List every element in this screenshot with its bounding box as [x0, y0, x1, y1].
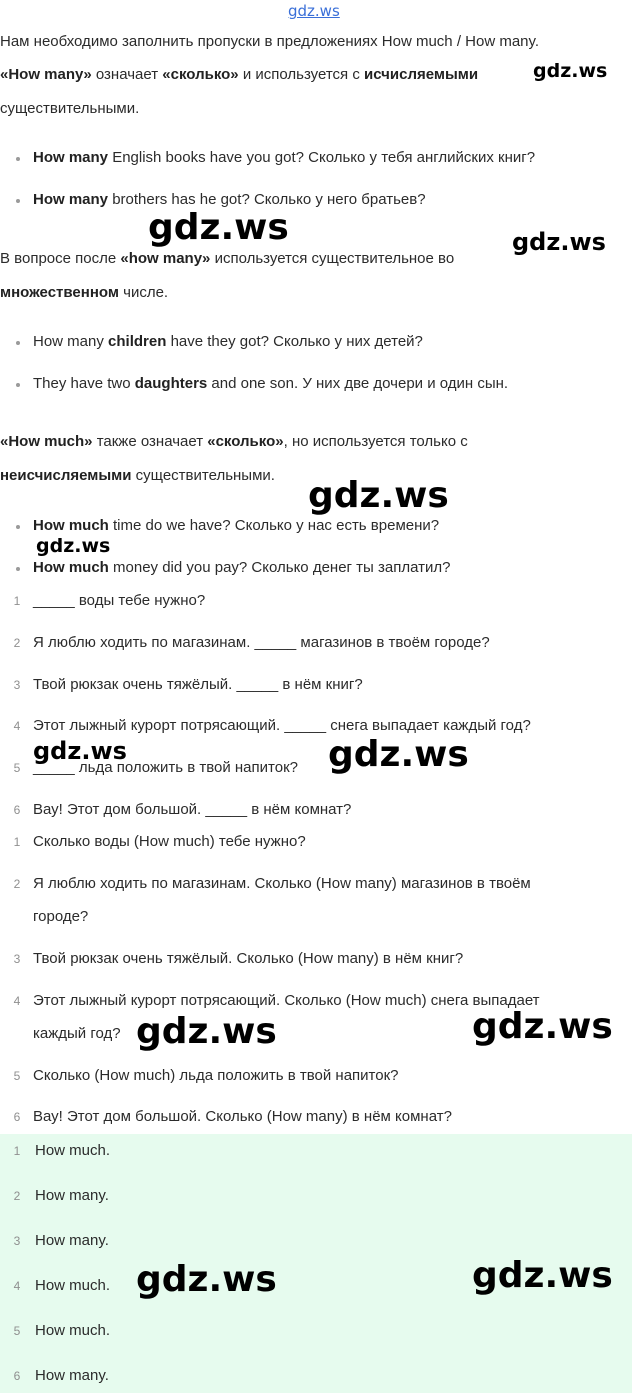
item-number: 5 [13, 1069, 21, 1083]
item-number: 6 [13, 1110, 21, 1124]
filled-item: Твой рюкзак очень тяжёлый. Сколько (How many) в нём книг? [33, 950, 464, 967]
skolko-term: «сколько» [162, 66, 239, 83]
item-number: 6 [13, 803, 21, 817]
bold-term: How many [33, 191, 109, 208]
rule-text: также означает [96, 433, 204, 450]
example-text: English books have you got? Сколько у тебя английских книг? [112, 149, 536, 166]
list-item [33, 559, 450, 577]
rule-text: числе. [123, 284, 169, 301]
watermark: gdz.ws [36, 535, 111, 557]
watermark: gdz.ws [308, 475, 449, 516]
list-item [33, 375, 508, 393]
item-number: 4 [13, 719, 21, 733]
how-many-term: «how many» [120, 250, 211, 267]
answer-item: How many. [35, 1187, 109, 1204]
bold-term: daughters [134, 375, 208, 392]
watermark: gdz.ws [33, 737, 127, 765]
exercise-item: Я люблю ходить по магазинам. _____ магазинов в твоём городе? [33, 634, 490, 651]
countable-term: исчисляемыми [364, 66, 479, 83]
watermark: gdz.ws [136, 1259, 277, 1300]
example-text: time do we have? Сколько у нас есть времени? [113, 517, 440, 534]
item-number: 1 [13, 835, 21, 849]
intro-line-1: Нам необходимо заполнить пропуски в предложениях How much / How many. [0, 33, 540, 50]
means-text: означает [95, 66, 159, 83]
filled-item: Вау! Этот дом большой. Сколько (How many) в нём комнат? [33, 1108, 452, 1125]
exercise-item: Твой рюкзак очень тяжёлый. _____ в нём книг? [33, 676, 363, 693]
plural-rule-line-2 [0, 284, 168, 302]
filled-item: Сколько воды (How much) тебе нужно? [33, 833, 306, 850]
how-many-term: «How many» [0, 66, 92, 83]
plural-term: множественном [0, 284, 119, 301]
item-number: 3 [13, 678, 21, 692]
filled-item-line-1: Я люблю ходить по магазинам. Сколько (How many) магазинов в твоём [33, 875, 531, 892]
item-number: 6 [13, 1369, 21, 1383]
uncountable-term: неисчисляемыми [0, 467, 132, 484]
bold-term: children [108, 333, 167, 350]
example-text: and one son. У них две дочери и один сын. [211, 375, 509, 392]
bullet-icon [16, 525, 20, 529]
answer-item: How much. [35, 1277, 111, 1294]
item-number: 4 [13, 994, 21, 1008]
watermark: gdz.ws [512, 228, 606, 256]
how-much-term: «How much» [0, 433, 93, 450]
exercise-item: _____ льда положить в твой напиток? [33, 759, 298, 776]
watermark: gdz.ws [472, 1006, 613, 1047]
exercise-item: Этот лыжный курорт потрясающий. _____ снега выпадает каждый год? [33, 717, 531, 734]
item-number: 2 [13, 636, 21, 650]
item-number: 3 [13, 1234, 21, 1248]
rule-text: существительными. [135, 467, 275, 484]
bullet-icon [16, 157, 20, 161]
exercise-item: _____ воды тебе нужно? [33, 592, 206, 609]
filled-item-line-2: городе? [33, 908, 89, 925]
rule-text: В вопросе после [0, 250, 117, 267]
item-number: 1 [13, 1144, 21, 1158]
filled-item-line-2: каждый год? [33, 1025, 121, 1042]
much-rule-line-2 [0, 467, 275, 485]
bold-term: How many [33, 149, 109, 166]
item-number: 3 [13, 952, 21, 966]
list-item [33, 333, 423, 351]
bold-term: How much [33, 559, 109, 576]
bullet-icon [16, 567, 20, 571]
answer-item: How many. [35, 1367, 109, 1384]
much-rule-line-1 [0, 433, 468, 451]
example-text: have they got? Сколько у них детей? [170, 333, 423, 350]
intro-line-3: существительными. [0, 100, 140, 117]
filled-item-line-1: Этот лыжный курорт потрясающий. Сколько (How much) снега выпадает [33, 992, 540, 1009]
example-text: How many [33, 333, 104, 350]
header-watermark-link[interactable]: gdz.ws [288, 2, 340, 20]
item-number: 5 [13, 761, 21, 775]
item-number: 2 [13, 1189, 21, 1203]
intro-line-2 [0, 66, 478, 84]
watermark: gdz.ws [472, 1255, 613, 1296]
bullet-icon [16, 383, 20, 387]
watermark: gdz.ws [148, 207, 289, 248]
answer-item: How much. [35, 1142, 111, 1159]
example-text: brothers has he got? Сколько у него братьев? [112, 191, 426, 208]
plural-rule-line-1 [0, 250, 454, 268]
bullet-icon [16, 199, 20, 203]
example-text: money did you pay? Сколько денег ты заплатил? [113, 559, 451, 576]
answer-item: How many. [35, 1232, 109, 1249]
watermark: gdz.ws [533, 60, 608, 82]
exercise-item: Вау! Этот дом большой. _____ в нём комнат? [33, 801, 352, 818]
watermark: gdz.ws [328, 734, 469, 775]
bold-term: How much [33, 517, 109, 534]
item-number: 1 [13, 594, 21, 608]
skolko-term: «сколько» [207, 433, 284, 450]
bullet-icon [16, 341, 20, 345]
rule-text: используется существительное во [214, 250, 455, 267]
item-number: 5 [13, 1324, 21, 1338]
list-item [33, 149, 535, 167]
item-number: 4 [13, 1279, 21, 1293]
used-with-text: и используется с [242, 66, 360, 83]
watermark: gdz.ws [136, 1011, 277, 1052]
rule-text: , но используется только с [283, 433, 468, 450]
example-text: They have two [33, 375, 131, 392]
filled-item: Сколько (How much) льда положить в твой напиток? [33, 1067, 399, 1084]
item-number: 2 [13, 877, 21, 891]
answer-item: How much. [35, 1322, 111, 1339]
list-item [33, 517, 439, 535]
